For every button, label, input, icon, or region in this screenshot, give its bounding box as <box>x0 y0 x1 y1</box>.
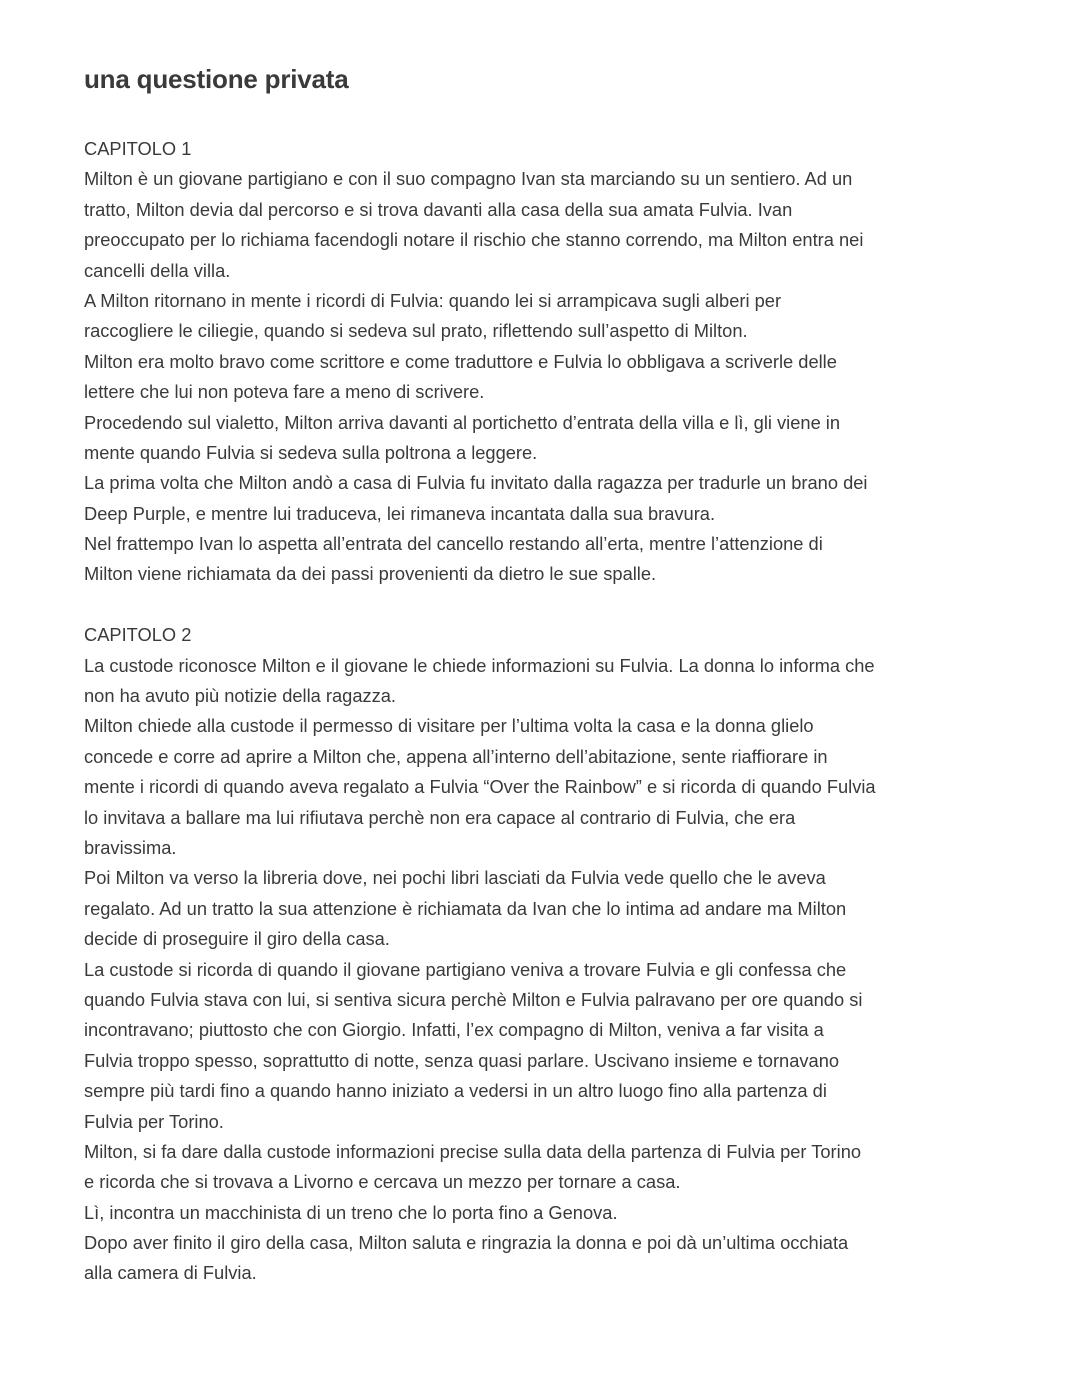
text-line: Lì, incontra un macchinista di un treno che lo porta fino a Genova. <box>84 1201 618 1223</box>
document-body <box>84 134 876 1289</box>
text-line: Milton chiede alla custode il permesso di visitare per l’ultima volta la casa e la donna glielo <box>84 715 814 737</box>
text-line: Dopo aver finito il giro della casa, Milton saluta e ringrazia la donna e poi dà un’ultima occhiata <box>84 1232 849 1254</box>
text-line: Milton, si fa dare dalla custode informazioni precise sulla data della partenza di Fulvia per Torino <box>84 1140 862 1162</box>
text-line: cancelli della villa. <box>84 259 231 281</box>
text-line: Milton viene richiamata da dei passi provenienti da dietro le sue spalle. <box>84 563 657 585</box>
text-line: La custode si ricorda di quando il giovane partigiano veniva a trovare Fulvia e gli confessa che <box>84 958 847 980</box>
text-line: Deep Purple, e mentre lui traduceva, lei rimaneva incantata dalla sua bravura. <box>84 502 716 524</box>
text-line: bravissima. <box>84 836 177 858</box>
text-line: concede e corre ad aprire a Milton che, appena all’interno dell’abitazione, sente riaffiorare in <box>84 745 828 767</box>
text-line: A Milton ritornano in mente i ricordi di Fulvia: quando lei si arrampicava sugli alberi per <box>84 289 782 311</box>
text-line: Procedendo sul vialetto, Milton arriva davanti al portichetto d’entrata della villa e lì, gli viene in <box>84 411 841 433</box>
text-line: Nel frattempo Ivan lo aspetta all’entrata del cancello restando all’erta, mentre l’attenzione di <box>84 533 823 555</box>
text-line: tratto, Milton devia dal percorso e si trova davanti alla casa della sua amata Fulvia. Ivan <box>84 198 793 220</box>
text-line: raccogliere le ciliegie, quando si sedeva sul prato, riflettendo sull’aspetto di Milton. <box>84 320 748 342</box>
text-line: regalato. Ad un tratto la sua attenzione è richiamata da Ivan che lo intima ad andare ma Milton <box>84 897 847 919</box>
document-title: una questione privata <box>84 64 349 94</box>
text-line: decide di proseguire il giro della casa. <box>84 928 390 950</box>
text-line: quando Fulvia stava con lui, si sentiva sicura perchè Milton e Fulvia palravano per ore quando si <box>84 988 863 1010</box>
text-line: lo invitava a ballare ma lui rifiutava perchè non era capace al contrario di Fulvia, che era <box>84 806 796 828</box>
text-line: Milton è un giovane partigiano e con il suo compagno Ivan sta marciando su un sentiero. Ad un <box>84 168 853 190</box>
blank-line <box>84 590 876 620</box>
text-line: incontravano; piuttosto che con Giorgio. Infatti, l’ex compagno di Milton, veniva a far visita a <box>84 1019 824 1041</box>
text-line: La custode riconosce Milton e il giovane le chiede informazioni su Fulvia. La donna lo informa che <box>84 654 875 676</box>
text-line: Milton era molto bravo come scrittore e come traduttore e Fulvia lo obbligava a scriverle delle <box>84 350 837 372</box>
text-line: alla camera di Fulvia. <box>84 1262 257 1284</box>
text-line: preoccupato per lo richiama facendogli notare il rischio che stanno correndo, ma Milton entra nei <box>84 229 864 251</box>
text-line: sempre più tardi fino a quando hanno iniziato a vedersi in un altro luogo fino alla partenza di <box>84 1080 827 1102</box>
chapter-heading: CAPITOLO 2 <box>84 624 192 646</box>
text-line: mente i ricordi di quando aveva regalato a Fulvia “Over the Rainbow” e si ricorda di quando Fulvia <box>84 776 876 798</box>
text-line: Fulvia per Torino. <box>84 1110 224 1132</box>
text-line: Poi Milton va verso la libreria dove, nei pochi libri lasciati da Fulvia vede quello che le aveva <box>84 867 826 889</box>
text-line: lettere che lui non poteva fare a meno di scrivere. <box>84 381 485 403</box>
text-line: Fulvia troppo spesso, soprattutto di notte, senza quasi parlare. Uscivano insieme e tornavano <box>84 1049 840 1071</box>
text-line: e ricorda che si trovava a Livorno e cercava un mezzo per tornare a casa. <box>84 1171 681 1193</box>
chapter-heading: CAPITOLO 1 <box>84 138 192 159</box>
text-line: non ha avuto più notizie della ragazza. <box>84 685 397 707</box>
text-line: La prima volta che Milton andò a casa di Fulvia fu invitato dalla ragazza per tradurle un brano dei <box>84 472 868 494</box>
text-line: mente quando Fulvia si sedeva sulla poltrona a leggere. <box>84 441 538 463</box>
